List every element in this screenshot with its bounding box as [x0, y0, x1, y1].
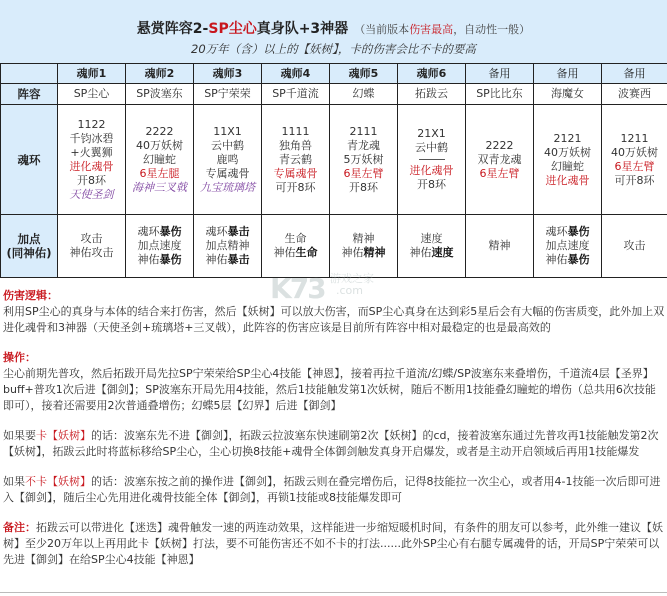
soul-bone: 进化魂骨 — [409, 164, 454, 177]
points-line: 精神 — [488, 239, 511, 252]
points-line — [194, 225, 261, 239]
artifact: 天使圣剑 — [69, 187, 114, 201]
rings-cell — [398, 105, 466, 215]
soul-bone: 6星左臂 — [614, 159, 655, 173]
row-label — [1, 215, 58, 278]
soul-bone: 6星左腿 — [139, 166, 180, 180]
ring-code: 2121 — [553, 131, 582, 145]
ring-line: 开8环 — [77, 173, 106, 187]
ring-line: 开8环 — [417, 178, 446, 191]
lineup-cell: 波赛西 — [602, 84, 667, 105]
row-label-line: (同神佑) — [6, 246, 52, 260]
ring-code: 21X1 — [417, 127, 446, 140]
artifact: 海神三叉戟 — [132, 180, 187, 194]
spacer — [3, 414, 665, 428]
spacer — [3, 460, 665, 474]
points-line: 精神 — [352, 232, 375, 245]
watermark-domain: .com — [336, 284, 363, 297]
points-text: 神佑 — [341, 246, 364, 259]
column-header: 备用 — [602, 64, 667, 84]
lineup-table — [0, 63, 667, 278]
ring-line: 开8环 — [349, 180, 378, 194]
ring-line: 40万妖树 — [544, 145, 591, 159]
ring-line: 云中鹤 — [211, 138, 244, 152]
damage-logic-title: 伤害逻辑： — [3, 289, 58, 302]
rings-cell — [262, 105, 330, 215]
ring-line: 可开8环 — [275, 180, 316, 194]
ring-code: 2111 — [349, 124, 378, 138]
operation-text: 尘心前期先普攻，然后拓跋开局先拉SP宁荣荣给SP尘心4技能【神恩】，接着再拉千道流/幻蝶/SP波塞东来叠增伤，千道流4层【圣界】buff+普攻1次后进【御剑】；SP波塞东开局先用4技能，然后1技能触发第1次妖树，随后不断用1技能叠幻瞳蛇的增伤（总共用6次技能即可），接着还需要用2次普通叠增伤；幻蝶5层【幻界】后进【御剑】 — [3, 367, 656, 412]
table-header-row — [1, 64, 667, 84]
column-header: 魂师3 — [194, 64, 262, 84]
column-header: 备用 — [534, 64, 602, 84]
points-line: 加点速度 — [545, 239, 590, 252]
points-emph: 精神 — [363, 246, 386, 259]
rings-cell — [58, 105, 126, 215]
points-line: 攻击 — [80, 232, 103, 245]
title-note — [354, 23, 530, 36]
card-highlight: 卡【妖树】 — [36, 429, 91, 442]
points-line — [534, 253, 601, 267]
ring-line: 5万妖树 — [343, 152, 384, 166]
points-line: 加点精神 — [205, 239, 250, 252]
soul-bone: 6星左臂 — [479, 166, 520, 180]
row-label: 魂环 — [1, 105, 58, 215]
points-emph: 暴伤 — [567, 253, 590, 266]
points-line — [262, 246, 329, 260]
table-row-points — [1, 215, 667, 278]
table-row-lineup — [1, 84, 667, 105]
points-cell — [534, 215, 602, 278]
points-cell — [58, 215, 126, 278]
points-cell — [398, 215, 466, 278]
points-emph: 暴伤 — [159, 253, 182, 266]
points-line — [126, 225, 193, 239]
points-line — [330, 246, 397, 260]
nocard-highlight: 不卡【妖树】 — [25, 475, 91, 488]
points-emph: 暴击 — [227, 225, 250, 238]
column-header: 魂师2 — [126, 64, 194, 84]
note-paragraph — [3, 520, 665, 568]
divider-line — [419, 159, 445, 160]
page-title — [0, 18, 667, 38]
points-line — [126, 253, 193, 267]
damage-logic-text: 利用SP尘心的真身与本体的结合来打伤害，然后【妖树】可以放大伤害，而SP尘心真身在达到彩5星后会有大幅的伤害质变，此外加上双进化魂骨和3神器（天使圣剑+琉璃塔+三叉戟），此阵容的伤害应该是目前所有阵容中相对最稳定的也是最高效的 — [3, 305, 665, 334]
points-cell — [262, 215, 330, 278]
points-text: 神佑 — [545, 253, 568, 266]
ring-line: 40万妖树 — [611, 145, 658, 159]
rings-cell — [534, 105, 602, 215]
lineup-cell: SP宁荣荣 — [194, 84, 262, 105]
points-line: 加点速度 — [137, 239, 182, 252]
note-title: 备注： — [3, 521, 36, 534]
ring-code: 2222 — [145, 124, 174, 138]
points-text: 魂环 — [545, 225, 568, 238]
page-subtitle: 20万年（含）以上的【妖树】，卡的伤害会比不卡的要高 — [191, 42, 476, 56]
points-text: 魂环 — [205, 225, 228, 238]
watermark-site-name: 游戏之家 — [330, 272, 374, 285]
ring-line: 鹿鸣 — [216, 152, 239, 166]
note-close: ，自动性一般） — [453, 23, 531, 36]
card-text: 的话：波塞东先不进【御剑】，拓跋云拉波塞东快速刷第2次【妖树】的cd，接着波塞东通过先普攻再1技能触发第2次【妖树】，拓跋云此时将蓝标移给SP尘心，尘心切换8技能+魂骨全体御剑触发真身开启爆发，或者是主动开启领域后再用1技能爆发 — [3, 429, 659, 458]
column-header: 魂师6 — [398, 64, 466, 84]
rings-cell — [126, 105, 194, 215]
ring-line: 独角兽 — [279, 138, 312, 152]
points-line — [194, 253, 261, 267]
ring-line: +火翼狮 — [70, 145, 113, 159]
points-text: 神佑 — [205, 253, 228, 266]
lineup-cell: 拓跋云 — [398, 84, 466, 105]
ring-line: 青龙魂 — [347, 138, 380, 152]
points-emph: 暴击 — [227, 253, 250, 266]
rings-cell — [602, 105, 667, 215]
ring-line: 云中鹤 — [415, 141, 448, 154]
column-header: 魂师4 — [262, 64, 330, 84]
column-header: 魂师5 — [330, 64, 398, 84]
lineup-cell: SP比比东 — [466, 84, 534, 105]
points-emph: 暴伤 — [567, 225, 590, 238]
ring-code: 1122 — [77, 117, 106, 131]
points-line: 攻击 — [623, 239, 646, 252]
soul-bone: 6星左臂 — [343, 166, 384, 180]
points-text: 神佑 — [273, 246, 296, 259]
guide-body — [3, 288, 665, 568]
note-highlight: 伤害最高 — [409, 23, 454, 36]
title-suffix: 真身队+3神器 — [256, 21, 349, 37]
spacer — [3, 506, 665, 520]
column-header: 魂师1 — [58, 64, 126, 84]
soul-bone: 专属魂骨 — [205, 166, 250, 180]
table-row-rings — [1, 105, 667, 215]
ring-line: 40万妖树 — [136, 138, 183, 152]
ring-line: 幻瞳蛇 — [143, 152, 176, 166]
nocard-text: 的话：波塞东按之前的操作进【御剑】，拓跋云则在叠完增伤后，记得8技能拉一次尘心，或者用4-1技能一次后即可进入【御剑】，随后尘心先用进化魂骨技能全体【御剑】，再锁1技能或8技能爆发即可 — [3, 475, 661, 504]
points-line — [534, 225, 601, 239]
points-text: 魂环 — [137, 225, 160, 238]
corner-cell — [1, 64, 58, 84]
nocard-prefix: 如果 — [3, 475, 25, 488]
points-cell — [602, 215, 667, 278]
lineup-cell: 幻蝶 — [330, 84, 398, 105]
ring-line: 幻瞳蛇 — [551, 159, 584, 173]
points-text: 神佑 — [137, 253, 160, 266]
points-cell — [466, 215, 534, 278]
lineup-cell: SP千道流 — [262, 84, 330, 105]
note-open: （当前版本 — [354, 23, 410, 36]
rings-cell — [466, 105, 534, 215]
rings-cell — [330, 105, 398, 215]
points-emph: 速度 — [431, 246, 454, 259]
operation-title: 操作： — [3, 351, 36, 364]
ring-line: 双青龙魂 — [477, 152, 522, 166]
card-tree-paragraph — [3, 428, 665, 460]
lineup-cell: SP尘心 — [58, 84, 126, 105]
points-line: 生命 — [284, 232, 307, 245]
points-line: 神佑攻击 — [69, 246, 114, 259]
points-emph: 生命 — [295, 246, 318, 259]
points-line: 速度 — [420, 232, 443, 245]
row-label-line: 加点 — [17, 232, 41, 246]
soul-bone: 专属魂骨 — [273, 166, 318, 180]
soul-bone: 进化魂骨 — [69, 159, 114, 173]
ring-line: 千钧冰碧 — [69, 131, 114, 145]
spacer — [3, 336, 665, 350]
watermark-logo-text: K73 — [270, 272, 325, 305]
lineup-cell: SP波塞东 — [126, 84, 194, 105]
card-prefix: 如果要 — [3, 429, 36, 442]
ring-line: 青云鹤 — [279, 152, 312, 166]
column-header: 备用 — [466, 64, 534, 84]
artifact: 九宝琉璃塔 — [200, 180, 255, 194]
ring-code: 1211 — [620, 131, 649, 145]
points-emph: 暴伤 — [159, 225, 182, 238]
no-card-tree-paragraph — [3, 474, 665, 506]
points-text: 神佑 — [409, 246, 432, 259]
points-cell — [126, 215, 194, 278]
ring-line: 可开8环 — [614, 173, 655, 187]
lineup-cell: 海魔女 — [534, 84, 602, 105]
points-cell — [194, 215, 262, 278]
title-highlight: SP尘心 — [208, 21, 257, 37]
points-line — [398, 246, 465, 260]
rings-cell — [194, 105, 262, 215]
soul-bone: 进化魂骨 — [545, 173, 590, 187]
ring-code: 11X1 — [213, 124, 242, 138]
title-prefix: 悬赏阵容2- — [136, 21, 209, 37]
note-text: 拓跋云可以带进化【迷迭】魂骨触发一速的两连动效果，这样能进一步缩短暖机时间，有条件的朋友可以参考，此外维一建议【妖树】至少20万年以上再用此卡【妖树】打法，要不可能伤害还不如不卡的打法......此外SP尘心有右腿专属魂骨的话，开局SP宁荣荣可以先进【御剑】在给SP尘心4技能【神恩】 — [3, 521, 663, 566]
bottom-divider — [0, 592, 667, 593]
ring-code: 1111 — [281, 124, 310, 138]
row-label: 阵容 — [1, 84, 58, 105]
points-cell — [330, 215, 398, 278]
ring-code: 2222 — [485, 138, 514, 152]
